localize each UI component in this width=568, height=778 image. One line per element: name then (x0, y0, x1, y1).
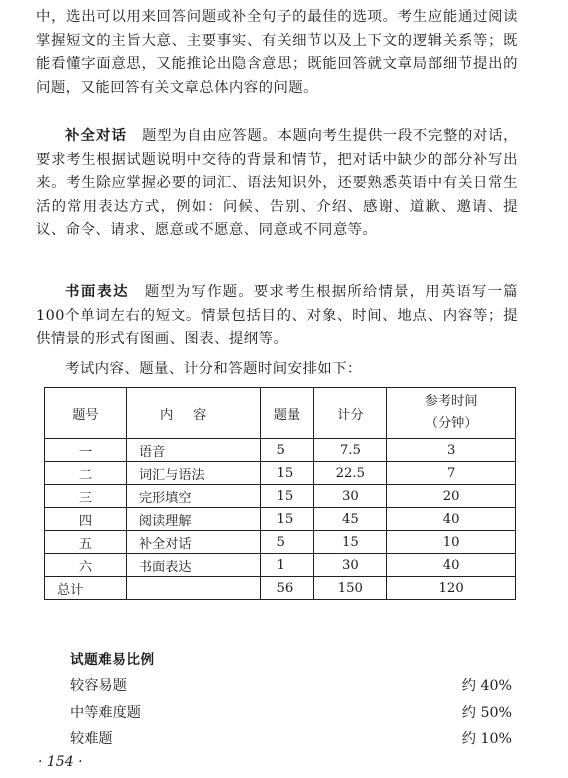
page-number: · 154 · (38, 754, 83, 770)
header-time: 参考时间 （分钟） (387, 388, 516, 439)
difficulty-title: 试题难易比例 (70, 652, 155, 668)
table-row: 六 书面表达 1 30 40 (45, 554, 516, 577)
section-heading-dialogue: 补全对话 (65, 127, 127, 144)
table-header-row (45, 388, 516, 439)
header-score: 计分 (314, 388, 387, 439)
paragraph-writing-body: 题型为写作题。要求考生根据所给情景，用英语写一篇100个单词左右的短文。情景包括目的、对象、时间、地点、内容等；提供情景的形式有图画、图表、提纲等。 (36, 284, 518, 348)
section-heading-writing: 书面表达 (65, 283, 130, 300)
exam-arrangement-table (44, 387, 516, 600)
paragraph-dialogue (36, 124, 518, 243)
header-no: 题号 (45, 388, 127, 439)
table-row: 五 补全对话 5 15 10 (45, 531, 516, 554)
table-row: 二 词汇与语法 15 22.5 7 (45, 462, 516, 485)
header-count: 题量 (260, 388, 314, 439)
document-page: 中，选出可以用来回答问题或补全句子的最佳的选项。考生应能通过阅读掌握短文的主旨大意、主要事实、有关细节以及上下文的逻辑关系等；既能看懂字面意思，又能推论出隐含意思；既能回答就文章局部细节提出的问题，又能回答有关文章总体内容的问题。 补全对话 题型为自由应答题。本题向考生提供一段不完整的对话，要求考生根据试题说明中交待的背景和情节，把对话中缺少的部分补写出来。考生除应掌握必要的词汇、语法知识外，还要熟悉英语中有关日常生活的常用表达方式，例如：问候、告别、介绍、感谢、道歉、邀请、提议、命令、请求、愿意或不愿意、同意或不同意等。 书面表达 题型为写作题。要求考生根据所给情景，用英语写一篇100个单词左右的短文。情景包括目的、对象、时间、地点、内容等；提供情景的形式有图画、图表、提纲等。 考试内容、题量、计分和答题时间安排如下： 题号 内容 题量 计分 参考时间 （分钟） 一 语音 5 7.5 3 二 词汇与语法 15 22.5 7 三 完形填空 15 30 20 四 阅读理解 15 45 40 五 补全对话 5 15 10 六 书面表达 1 30 40 总计 56 150 120 试题难易比例 较容易题 约 40% 中等难度题 约 50% 较难题 约 10% · 154 · (0, 0, 568, 778)
paragraph-dialogue-body: 题型为自由应答题。本题向考生提供一段不完整的对话，要求考生根据试题说明中交待的背景和情节，把对话中缺少的部分补写出来。考生除应掌握必要的词汇、语法知识外，还要熟悉英语中有关日常生活的常用表达方式，例如：问候、告别、介绍、感谢、道歉、邀请、提议、命令、请求、愿意或不愿意、同意或不同意等。 (36, 128, 518, 239)
table-row: 三 完形填空 15 30 20 (45, 485, 516, 508)
header-content: 内容 (126, 388, 260, 439)
paragraph-reading: 中，选出可以用来回答问题或补全句子的最佳的选项。考生应能通过阅读掌握短文的主旨大意、主要事实、有关细节以及上下文的逻辑关系等；既能看懂字面意思，又能推论出隐含意思；既能回答就文章局部细节提出的问题，又能回答有关文章总体内容的问题。 (36, 9, 518, 96)
table-row: 一 语音 5 7.5 3 (45, 439, 516, 462)
paragraph-table-intro: 考试内容、题量、计分和答题时间安排如下： (65, 361, 362, 377)
paragraph-writing (36, 280, 518, 352)
table-row: 四 阅读理解 15 45 40 (45, 508, 516, 531)
table-total-row: 总计 56 150 120 (45, 577, 516, 600)
